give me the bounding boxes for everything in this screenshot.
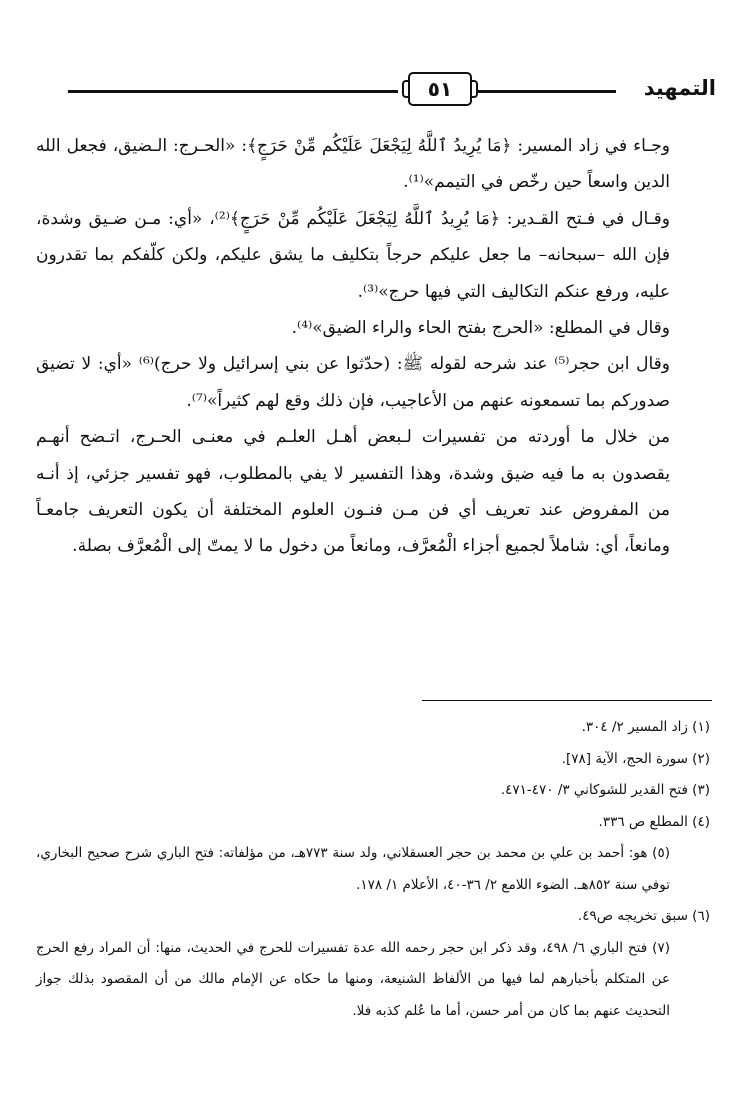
paragraph-ibn-hajar: وقال ابن حجر⁽⁵⁾ عند شرحه لقوله ﷺ: (حدّثوا عن بني إسرائيل ولا حرج)⁽⁶⁾ «أي: لا تضيق صدوركم بما تسمعونه عنهم من الأعاجيب، فإن ذلك وقع لهم كثيراً»⁽⁷⁾.	[36, 354, 671, 411]
paragraph-al-mutli: وقال في المطلع: «الحرج بفتح الحاء والراء الضيق»⁽⁴⁾.	[291, 318, 670, 339]
footnote-6: (٦) سبق تخريجه ص٤٩.	[577, 908, 710, 924]
footnote-1: (١) زاد المسير ٢/ ٣٠٤.	[581, 719, 710, 735]
main-text	[36, 128, 710, 565]
header-rule-right	[478, 90, 616, 93]
page-number-frame	[408, 72, 472, 106]
paragraph-fath-al-qadir: وقـال في فـتح القـدير: ﴿مَا يُرِيدُ ٱللَّهُ لِيَجْعَلَ عَلَيْكُم مِّنْ حَرَجٍ﴾⁽²⁾، «أي: مـن ضـيق وشدة، فإن الله –سبحانه– ما جعل عليكم حرجاً بتكليف ما يشق عليكم، ولكن كلّفكم بما تقدرون عليه، ورفع عنكم التكاليف التي فيها حرج»⁽³⁾.	[36, 208, 670, 302]
page-header	[68, 72, 716, 116]
footnote-4: (٤) المطلع ص ٣٣٦.	[598, 813, 710, 830]
footnote-5: (٥) هو: أحمد بن علي بن محمد بن حجر العسقلاني، ولد سنة ٧٧٣هـ، من مؤلفاته: فتح الباري شرح صحيح البخاري، توفي سنة ٨٥٢هـ. الضوء اللامع ٢/ ٣٦-٤٠، الأعلام ١/ ١٧٨.	[36, 845, 670, 893]
footnote-7: (٧) فتح الباري ٦/ ٤٩٨، وقد ذكر ابن حجر رحمه الله عدة تفسيرات للحرج في الحديث، منها: أن المراد رفع الحرج عن المتكلم بأخبارهم لما فيها من الألفاظ الشنيعة، ومنها ما حكاه عن الإمام مالك من أن المقصود بذلك جواز التحديث عنهم بما كان من أمر حسن، أما ما عُلم كذبه فلا.	[36, 939, 670, 1019]
page-number: ٥١	[427, 77, 453, 101]
footnote-3: (٣) فتح القدير للشوكاني ٣/ ٤٧٠-٤٧١.	[500, 782, 710, 798]
paragraph-zad-al-masir: وجـاء في زاد المسير: ﴿مَا يُرِيدُ ٱللَّهُ لِيَجْعَلَ عَلَيْكُم مِّنْ حَرَجٍ﴾: «الحـرج: الـضيق، فجعل الله الدين واسعاً حين رخّص في التيمم»⁽¹⁾.	[36, 136, 670, 193]
footnote-separator	[422, 700, 712, 701]
chapter-title: التمهيد	[643, 76, 716, 100]
footnote-2: (٢) سورة الحج، الآية [٧٨].	[561, 750, 710, 767]
footnotes	[36, 712, 710, 1027]
header-rule-left	[68, 90, 398, 93]
paragraph-conclusion: من خلال ما أوردته من تفسيرات لـبعض أهـل العلـم في معنـى الحـرج، اتـضح أنهـم يقصدون به ما فيه ضيق وشدة، وهذا التفسير لا يفي بالمطلوب، فهو تفسير جزئي، إذ أنـه من المفروض عند تعريف أي فن مـن فنـون العلوم المختلفة أن يكون التعريف جامعـاً ومانعاً، أي: شاملاً لجميع أجزاء الْمُعرَّف، ومانعاً من دخول ما لا يمتّ إلى الْمُعرَّف بصلة.	[36, 427, 670, 557]
